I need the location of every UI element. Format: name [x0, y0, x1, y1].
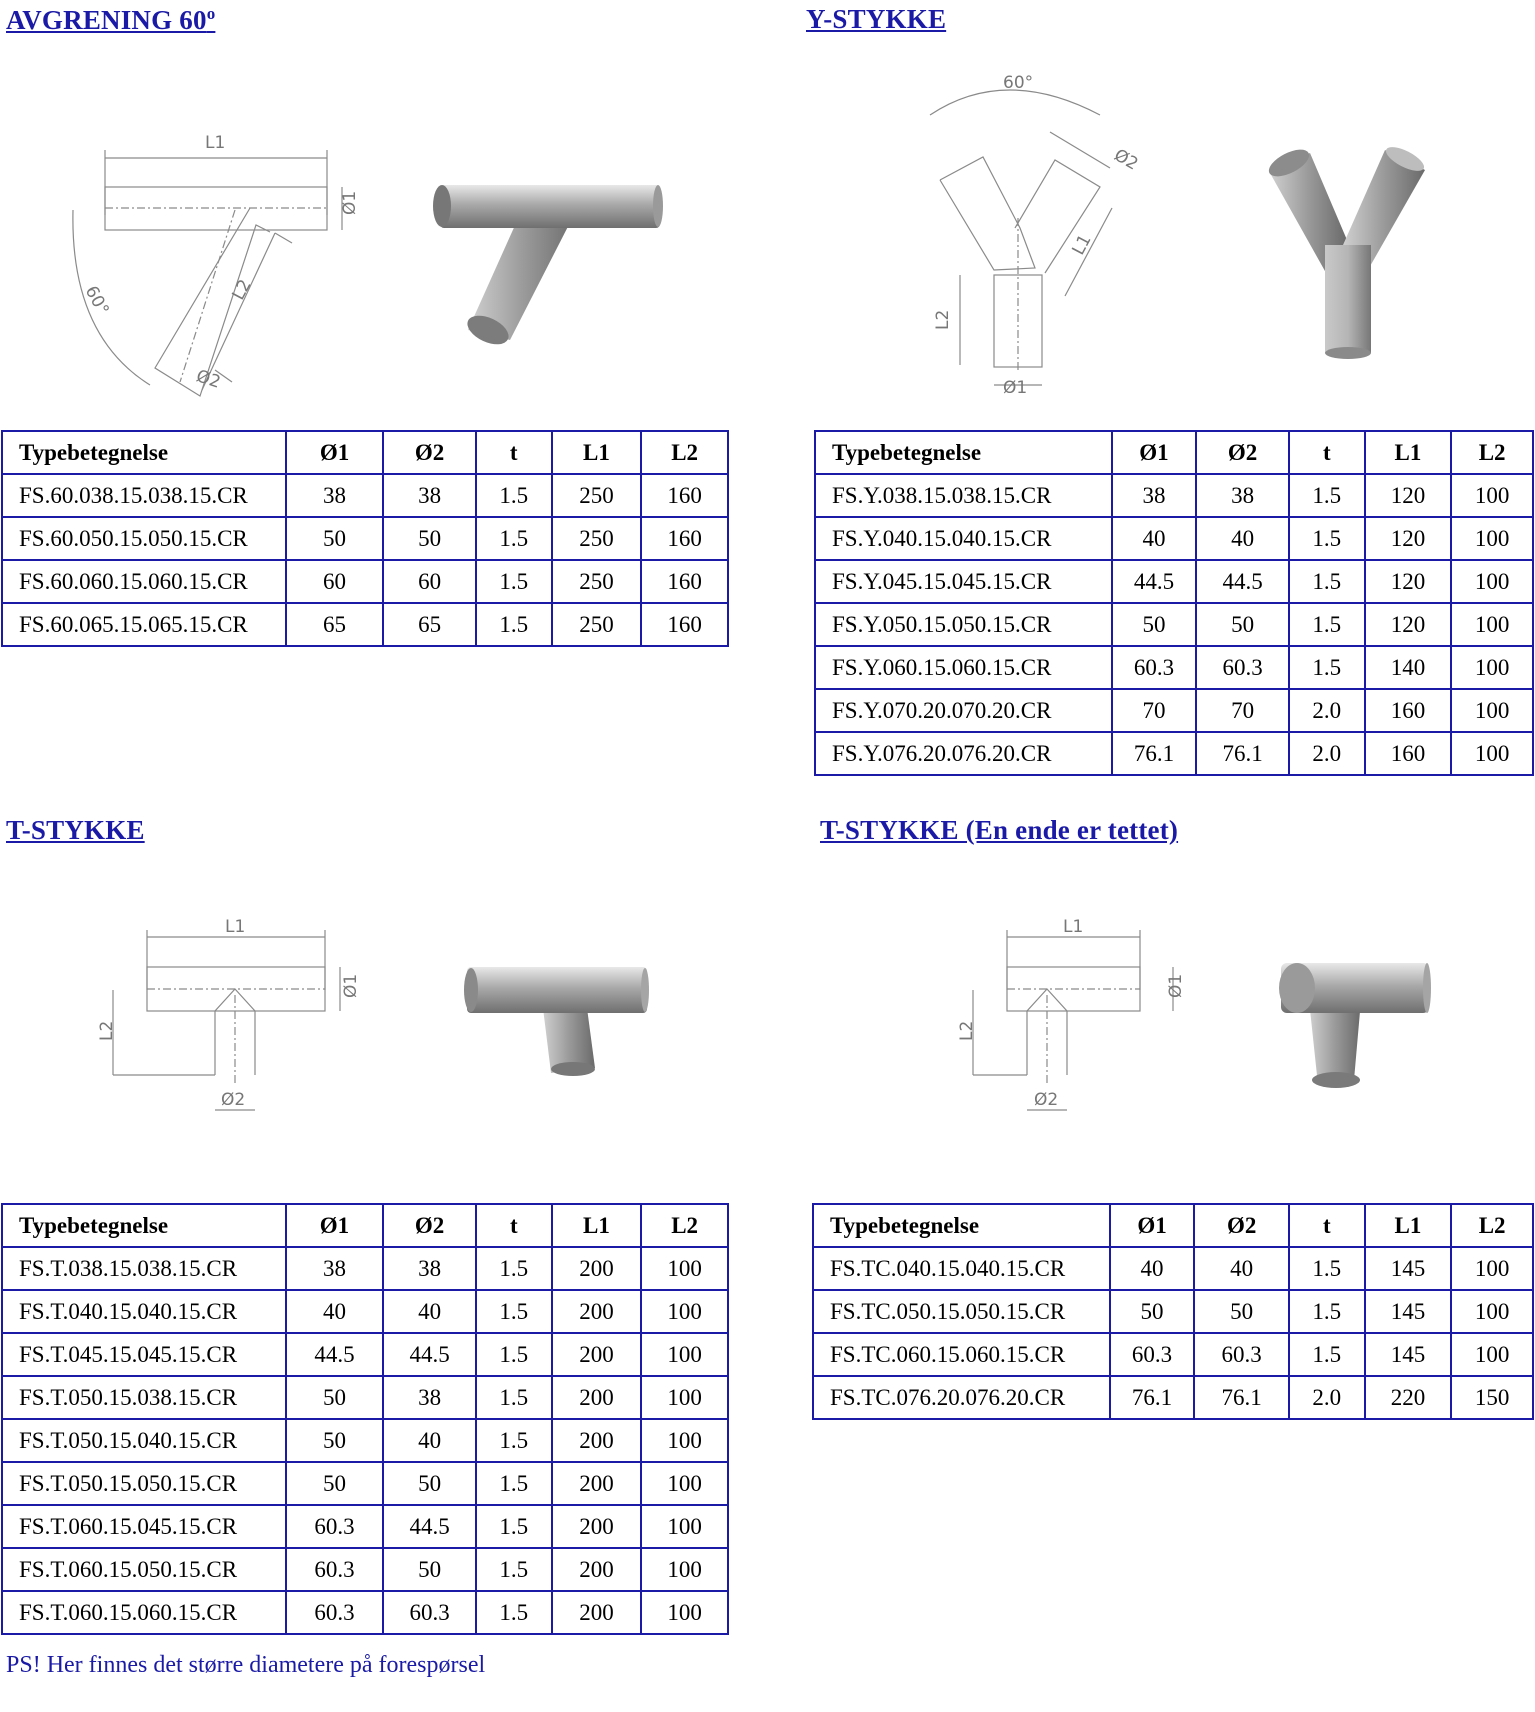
value-cell: 1.5 [476, 474, 552, 517]
value-cell: 100 [641, 1462, 728, 1505]
column-header: L2 [641, 431, 728, 474]
value-cell: 1.5 [1289, 646, 1365, 689]
avgrening-3d-render [430, 175, 670, 350]
table-row [2, 603, 728, 646]
value-cell: 100 [1451, 732, 1533, 775]
value-cell: 120 [1365, 517, 1452, 560]
tc-d2-label: Ø2 [1034, 1090, 1059, 1110]
t-stykke-3d-render [463, 963, 653, 1083]
value-cell: 50 [1194, 1290, 1289, 1333]
table-row [2, 1548, 728, 1591]
value-cell: 60.3 [286, 1505, 384, 1548]
type-designation-cell: FS.60.065.15.065.15.CR [2, 603, 286, 646]
value-cell: 1.5 [476, 1290, 552, 1333]
value-cell: 40 [1112, 517, 1197, 560]
column-header: Ø2 [383, 1204, 476, 1247]
value-cell: 160 [641, 603, 728, 646]
type-designation-cell: FS.TC.060.15.060.15.CR [813, 1333, 1110, 1376]
value-cell: 250 [552, 517, 642, 560]
t-stykke-table [1, 1203, 729, 1635]
table-row [815, 732, 1533, 775]
tc-l1-label: L1 [1063, 917, 1084, 937]
value-cell: 100 [1451, 603, 1533, 646]
table-row [813, 1247, 1533, 1290]
value-cell: 44.5 [383, 1333, 476, 1376]
table-row [2, 560, 728, 603]
avgrening-angle-label: 60° [80, 282, 113, 319]
value-cell: 1.5 [476, 1333, 552, 1376]
value-cell: 100 [641, 1376, 728, 1419]
value-cell: 200 [552, 1462, 642, 1505]
value-cell: 100 [1451, 517, 1533, 560]
value-cell: 100 [641, 1247, 728, 1290]
avgrening-title[interactable]: AVGRENING 60$^o$ [6, 4, 216, 35]
column-header: Ø2 [383, 431, 476, 474]
table-header-row [2, 1204, 728, 1247]
value-cell: 1.5 [1289, 517, 1365, 560]
y-stykke-technical-drawing [915, 60, 1155, 400]
value-cell: 1.5 [476, 517, 552, 560]
column-header: t [476, 431, 552, 474]
value-cell: 65 [383, 603, 476, 646]
value-cell: 200 [552, 1290, 642, 1333]
value-cell: 50 [383, 1548, 476, 1591]
value-cell: 2.0 [1289, 689, 1365, 732]
y-angle-label: 60° [1003, 73, 1034, 93]
value-cell: 44.5 [1112, 560, 1197, 603]
avgrening-l2-label: L2 [228, 276, 256, 304]
value-cell: 145 [1365, 1290, 1452, 1333]
table-row [2, 1419, 728, 1462]
t-d1-label: Ø1 [341, 973, 361, 998]
avgrening-table [1, 430, 729, 647]
value-cell: 38 [383, 1376, 476, 1419]
value-cell: 200 [552, 1548, 642, 1591]
tc-stykke-3d-render [1275, 955, 1435, 1095]
value-cell: 1.5 [1289, 1333, 1365, 1376]
type-designation-cell: FS.T.060.15.060.15.CR [2, 1591, 286, 1634]
type-designation-cell: FS.T.050.15.050.15.CR [2, 1462, 286, 1505]
value-cell: 40 [383, 1290, 476, 1333]
value-cell: 76.1 [1110, 1376, 1195, 1419]
value-cell: 100 [641, 1333, 728, 1376]
value-cell: 220 [1365, 1376, 1452, 1419]
table-row [2, 1376, 728, 1419]
value-cell: 60.3 [1110, 1333, 1195, 1376]
type-designation-cell: FS.T.060.15.045.15.CR [2, 1505, 286, 1548]
value-cell: 50 [286, 1376, 384, 1419]
type-designation-cell: FS.Y.040.15.040.15.CR [815, 517, 1112, 560]
value-cell: 120 [1365, 474, 1452, 517]
column-header: Ø1 [286, 1204, 384, 1247]
table-row [2, 1290, 728, 1333]
column-header: L2 [1451, 1204, 1533, 1247]
value-cell: 1.5 [1289, 1290, 1365, 1333]
table-row [813, 1333, 1533, 1376]
type-designation-cell: FS.60.060.15.060.15.CR [2, 560, 286, 603]
value-cell: 70 [1196, 689, 1289, 732]
value-cell: 100 [1451, 560, 1533, 603]
table-row [815, 560, 1533, 603]
type-designation-cell: FS.Y.070.20.070.20.CR [815, 689, 1112, 732]
table-header-row [815, 431, 1533, 474]
value-cell: 76.1 [1196, 732, 1289, 775]
value-cell: 1.5 [1289, 560, 1365, 603]
value-cell: 200 [552, 1333, 642, 1376]
column-header: Ø2 [1196, 431, 1289, 474]
t-stykke-technical-drawing [95, 915, 365, 1115]
tc-l2-label: L2 [957, 1020, 977, 1041]
type-designation-cell: FS.Y.038.15.038.15.CR [815, 474, 1112, 517]
value-cell: 160 [641, 517, 728, 560]
t-l2-label: L2 [97, 1020, 117, 1041]
value-cell: 250 [552, 603, 642, 646]
value-cell: 100 [641, 1419, 728, 1462]
value-cell: 1.5 [476, 560, 552, 603]
value-cell: 50 [383, 517, 476, 560]
value-cell: 40 [383, 1419, 476, 1462]
value-cell: 50 [383, 1462, 476, 1505]
column-header: Typebetegnelse [815, 431, 1112, 474]
type-designation-cell: FS.TC.050.15.050.15.CR [813, 1290, 1110, 1333]
value-cell: 40 [286, 1290, 384, 1333]
type-designation-cell: FS.Y.045.15.045.15.CR [815, 560, 1112, 603]
column-header: Typebetegnelse [813, 1204, 1110, 1247]
y-stykke-title[interactable]: Y-STYKKE [806, 4, 947, 34]
table-row [815, 689, 1533, 732]
value-cell: 50 [286, 1462, 384, 1505]
value-cell: 200 [552, 1591, 642, 1634]
value-cell: 60.3 [1112, 646, 1197, 689]
type-designation-cell: FS.Y.076.20.076.20.CR [815, 732, 1112, 775]
type-designation-cell: FS.Y.050.15.050.15.CR [815, 603, 1112, 646]
value-cell: 50 [1112, 603, 1197, 646]
avgrening-technical-drawing [60, 120, 400, 400]
value-cell: 150 [1451, 1376, 1533, 1419]
value-cell: 1.5 [476, 1247, 552, 1290]
value-cell: 160 [641, 474, 728, 517]
value-cell: 1.5 [476, 1548, 552, 1591]
type-designation-cell: FS.T.050.15.040.15.CR [2, 1419, 286, 1462]
value-cell: 50 [1196, 603, 1289, 646]
value-cell: 1.5 [476, 603, 552, 646]
type-designation-cell: FS.T.045.15.045.15.CR [2, 1333, 286, 1376]
value-cell: 70 [1112, 689, 1197, 732]
column-header: L1 [1365, 1204, 1452, 1247]
type-designation-cell: FS.T.060.15.050.15.CR [2, 1548, 286, 1591]
value-cell: 1.5 [1289, 603, 1365, 646]
column-header: L1 [552, 431, 642, 474]
value-cell: 50 [286, 517, 384, 560]
table-row [815, 517, 1533, 560]
type-designation-cell: FS.TC.040.15.040.15.CR [813, 1247, 1110, 1290]
value-cell: 1.5 [476, 1591, 552, 1634]
column-header: Typebetegnelse [2, 431, 286, 474]
value-cell: 60.3 [383, 1591, 476, 1634]
table-row [2, 1462, 728, 1505]
value-cell: 1.5 [476, 1376, 552, 1419]
avgrening-l1-label: L1 [205, 133, 226, 153]
table-row [2, 1333, 728, 1376]
value-cell: 2.0 [1289, 1376, 1365, 1419]
type-designation-cell: FS.Y.060.15.060.15.CR [815, 646, 1112, 689]
table-row [2, 517, 728, 560]
tc-stykke-table [812, 1203, 1534, 1420]
type-designation-cell: FS.T.038.15.038.15.CR [2, 1247, 286, 1290]
value-cell: 100 [641, 1290, 728, 1333]
value-cell: 2.0 [1289, 732, 1365, 775]
value-cell: 44.5 [1196, 560, 1289, 603]
value-cell: 1.5 [476, 1462, 552, 1505]
value-cell: 76.1 [1112, 732, 1197, 775]
value-cell: 40 [1194, 1247, 1289, 1290]
y-d1-label: Ø1 [1003, 378, 1028, 398]
type-designation-cell: FS.60.038.15.038.15.CR [2, 474, 286, 517]
tc-d1-label: Ø1 [1166, 973, 1186, 998]
table-row [813, 1376, 1533, 1419]
value-cell: 200 [552, 1419, 642, 1462]
t-d2-label: Ø2 [221, 1090, 246, 1110]
type-designation-cell: FS.T.050.15.038.15.CR [2, 1376, 286, 1419]
value-cell: 44.5 [286, 1333, 384, 1376]
column-header: L2 [1451, 431, 1533, 474]
value-cell: 40 [1110, 1247, 1195, 1290]
avgrening-d2-label: Ø2 [193, 366, 223, 393]
value-cell: 50 [1110, 1290, 1195, 1333]
value-cell: 120 [1365, 603, 1452, 646]
value-cell: 160 [1365, 689, 1452, 732]
table-header-row [2, 431, 728, 474]
value-cell: 76.1 [1194, 1376, 1289, 1419]
table-row [2, 1247, 728, 1290]
value-cell: 250 [552, 474, 642, 517]
column-header: t [476, 1204, 552, 1247]
value-cell: 44.5 [383, 1505, 476, 1548]
value-cell: 40 [1196, 517, 1289, 560]
value-cell: 38 [383, 474, 476, 517]
value-cell: 100 [1451, 1247, 1533, 1290]
value-cell: 160 [641, 560, 728, 603]
table-row [813, 1290, 1533, 1333]
value-cell: 60.3 [286, 1591, 384, 1634]
value-cell: 1.5 [1289, 474, 1365, 517]
table-row [815, 646, 1533, 689]
value-cell: 160 [1365, 732, 1452, 775]
t-l1-label: L1 [225, 917, 246, 937]
value-cell: 60 [286, 560, 384, 603]
value-cell: 100 [641, 1591, 728, 1634]
value-cell: 60.3 [286, 1548, 384, 1591]
value-cell: 120 [1365, 560, 1452, 603]
value-cell: 145 [1365, 1247, 1452, 1290]
value-cell: 100 [641, 1505, 728, 1548]
tc-stykke-technical-drawing [957, 915, 1210, 1115]
table-row [2, 1591, 728, 1634]
value-cell: 250 [552, 560, 642, 603]
column-header: t [1289, 1204, 1365, 1247]
value-cell: 100 [1451, 1290, 1533, 1333]
footer-note: PS! Her finnes det større diametere på forespørsel [6, 1652, 486, 1678]
column-header: L1 [1365, 431, 1452, 474]
value-cell: 100 [641, 1548, 728, 1591]
column-header: Ø1 [1110, 1204, 1195, 1247]
table-row [815, 603, 1533, 646]
type-designation-cell: FS.60.050.15.050.15.CR [2, 517, 286, 560]
type-designation-cell: FS.T.040.15.040.15.CR [2, 1290, 286, 1333]
type-designation-cell: FS.TC.076.20.076.20.CR [813, 1376, 1110, 1419]
tc-stykke-title[interactable]: T-STYKKE (En ende er tettet) [820, 815, 1179, 845]
avgrening-d1-label: Ø1 [340, 190, 360, 215]
value-cell: 38 [286, 474, 384, 517]
value-cell: 100 [1451, 474, 1533, 517]
value-cell: 60.3 [1194, 1333, 1289, 1376]
table-row [2, 474, 728, 517]
value-cell: 140 [1365, 646, 1452, 689]
y-l2-label: L2 [933, 309, 953, 330]
y-stykke-table [814, 430, 1534, 776]
table-header-row [813, 1204, 1533, 1247]
table-row [2, 1505, 728, 1548]
column-header: L1 [552, 1204, 642, 1247]
value-cell: 38 [1196, 474, 1289, 517]
value-cell: 60.3 [1196, 646, 1289, 689]
column-header: Ø1 [1112, 431, 1197, 474]
value-cell: 38 [286, 1247, 384, 1290]
column-header: L2 [641, 1204, 728, 1247]
value-cell: 100 [1451, 689, 1533, 732]
value-cell: 200 [552, 1247, 642, 1290]
value-cell: 145 [1365, 1333, 1452, 1376]
y-stykke-3d-render [1265, 145, 1435, 365]
table-row [815, 474, 1533, 517]
value-cell: 1.5 [476, 1505, 552, 1548]
value-cell: 1.5 [476, 1419, 552, 1462]
t-stykke-title[interactable]: T-STYKKE [6, 815, 145, 845]
value-cell: 50 [286, 1419, 384, 1462]
column-header: t [1289, 431, 1365, 474]
column-header: Ø1 [286, 431, 384, 474]
y-l1-label: L1 [1068, 231, 1096, 259]
column-header: Ø2 [1194, 1204, 1289, 1247]
column-header: Typebetegnelse [2, 1204, 286, 1247]
value-cell: 100 [1451, 1333, 1533, 1376]
value-cell: 200 [552, 1505, 642, 1548]
y-d2-label: Ø2 [1110, 145, 1142, 175]
value-cell: 200 [552, 1376, 642, 1419]
value-cell: 1.5 [1289, 1247, 1365, 1290]
value-cell: 60 [383, 560, 476, 603]
value-cell: 100 [1451, 646, 1533, 689]
value-cell: 65 [286, 603, 384, 646]
value-cell: 38 [1112, 474, 1197, 517]
value-cell: 38 [383, 1247, 476, 1290]
